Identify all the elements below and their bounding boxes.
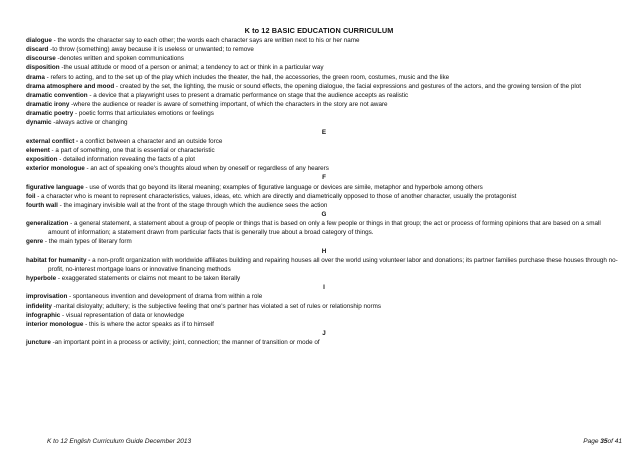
glossary-term: dramatic convention	[26, 91, 88, 99]
glossary-term: genre	[26, 238, 44, 246]
glossary-term: habitat for humanity -	[26, 256, 91, 264]
glossary-entry	[26, 183, 622, 192]
glossary-term: drama	[26, 73, 45, 81]
glossary-entry	[26, 100, 622, 109]
section-letter: E	[321, 128, 327, 136]
glossary-definition: - a part of something, one that is essential or characteristic	[49, 146, 215, 154]
glossary-list	[26, 36, 622, 347]
glossary-term: fourth wall	[26, 201, 58, 209]
glossary-definition: a non-profit organization with worldwide affiliates building and repairing houses all over the world using volunteer labor and donations; its partner families purchase these houses through no-profit, no-interest mortgage loans or innovative financing methods	[48, 256, 618, 273]
glossary-entry	[26, 311, 622, 320]
glossary-entry	[26, 36, 622, 45]
glossary-definition: - detailed information revealing the facts of a plot	[57, 156, 196, 164]
glossary-term: external conflict -	[26, 137, 79, 145]
glossary-entry	[26, 73, 622, 82]
glossary-definition: -denotes written and spoken communications	[55, 55, 184, 63]
glossary-entry	[26, 137, 622, 146]
glossary-definition: - refers to acting, and to the set up of the play which includes the theater, the hall, the accessories, the green room, costumes, music and the like	[44, 73, 450, 81]
glossary-term: interior monologue	[26, 320, 84, 328]
glossary-entry	[26, 82, 622, 91]
section-letter: I	[323, 284, 325, 292]
footer-curriculum-guide: K to 12 English Curriculum Guide December 2013	[47, 438, 192, 445]
glossary-definition: - the words the character say to each other; the words each character says are written next to his or her name	[51, 37, 360, 44]
glossary-term: foil	[26, 192, 36, 200]
glossary-entry	[26, 54, 622, 63]
glossary-term: infidelity	[26, 302, 52, 310]
glossary-definition: -always active or changing	[51, 119, 128, 127]
section-letter: J	[322, 330, 326, 337]
glossary-definition: - the imaginary invisible wall at the front of the stage through which the audience sees the action	[57, 201, 328, 209]
section-letter: F	[322, 174, 326, 182]
glossary-definition: - exaggerated statements or claims not meant to be taken literally	[56, 275, 241, 283]
section-letter: H	[321, 247, 327, 255]
glossary-definition: - created by the set, the lighting, the music or sound effects, the opening dialogue, the facial expressions and gestures of the actors, and the growing tension of the plot	[114, 82, 582, 90]
footer-page-number	[583, 438, 622, 445]
glossary-entry	[26, 292, 622, 301]
glossary-definition: - an act of speaking one's thoughts aloud when by oneself or regardless of any hearers	[84, 165, 329, 173]
page-total: of 41	[607, 438, 622, 445]
glossary-definition: a conflict between a character and an outside force	[78, 137, 223, 145]
glossary-definition: - this is where the actor speaks as if to himself	[83, 320, 214, 328]
section-letter: G	[321, 210, 327, 218]
glossary-term: juncture	[26, 339, 51, 347]
page-label: Page	[583, 438, 601, 445]
glossary-term: dialogue	[26, 37, 52, 44]
glossary-entry	[26, 45, 622, 54]
glossary-term: exterior monologue	[26, 165, 85, 173]
glossary-entry	[26, 146, 622, 155]
glossary-entry	[26, 155, 622, 164]
glossary-entry	[26, 63, 622, 72]
glossary-entry	[26, 302, 622, 311]
glossary-entry	[26, 338, 622, 347]
glossary-entry	[26, 320, 622, 329]
glossary-term: element	[26, 146, 50, 154]
glossary-definition: -an important point in a process or activity; joint, connection; the manner of transition or mode of	[50, 339, 320, 347]
glossary-term: drama atmosphere and mood	[26, 82, 115, 90]
glossary-definition: -to throw (something) away because it is useless or unwanted; to remove	[48, 46, 254, 54]
glossary-entry	[26, 118, 622, 127]
glossary-entry	[26, 164, 622, 173]
glossary-definition: - spontaneous invention and development of drama from within a role	[67, 293, 263, 301]
glossary-term: disposition	[26, 64, 60, 72]
glossary-definition: -the usual attitude or mood of a person or animal; a tendency to act or think in a particular way	[59, 64, 324, 72]
glossary-term: exposition	[26, 156, 58, 164]
glossary-entry	[26, 256, 622, 274]
glossary-term: hyperbole	[26, 275, 57, 283]
glossary-term: dynamic	[26, 119, 52, 127]
page-current: 35	[600, 438, 608, 445]
glossary-term: figurative language	[26, 183, 84, 191]
glossary-entry	[26, 237, 622, 246]
glossary-definition: - a general statement, a statement about a group of people or things that is based on only a few people or things in that group; the act or process of forming opinions that are based on a small amount of information; a statement drawn from particular facts that is generally true about a broad category of things.	[48, 220, 601, 237]
glossary-term: discard	[26, 46, 49, 54]
glossary-entry	[26, 91, 622, 100]
glossary-definition: - a character who is meant to represent characteristics, values, ideas, etc. which are directly and diametrically opposed to those of another character, usually the protagonist	[35, 192, 517, 200]
page-title: K to 12 BASIC EDUCATION CURRICULUM	[244, 26, 394, 35]
glossary-term: discourse	[26, 55, 56, 63]
glossary-entry	[26, 109, 622, 118]
glossary-entry	[26, 192, 622, 201]
glossary-term: infographic	[26, 311, 61, 319]
glossary-definition: -where the audience or reader is aware of something important, of which the characters in the story are not aware	[69, 101, 388, 109]
glossary-term: generalization	[26, 220, 69, 228]
glossary-term: dramatic irony	[26, 101, 70, 109]
glossary-definition: - poetic forms that articulates emotions or feelings	[73, 110, 214, 118]
glossary-entry	[26, 274, 622, 283]
glossary-definition: - a device that a playwright uses to present a dramatic performance on stage that the audience accepts as realistic	[87, 91, 409, 99]
glossary-definition: -marital disloyalty; adultery; is the subjective feeling that one's partner has violated a set of rules or relationship norms	[51, 302, 382, 310]
glossary-definition: - visual representation of data or knowledge	[60, 311, 185, 319]
glossary-term: dramatic poetry	[26, 110, 74, 118]
glossary-entry	[26, 201, 622, 210]
glossary-entry	[26, 219, 622, 237]
glossary-definition: - use of words that go beyond its literal meaning; examples of figurative language or devices are simile, metaphor and hyperbole among others	[83, 183, 483, 191]
glossary-definition: - the main types of literary form	[43, 238, 132, 246]
glossary-term: improvisation	[26, 293, 68, 301]
